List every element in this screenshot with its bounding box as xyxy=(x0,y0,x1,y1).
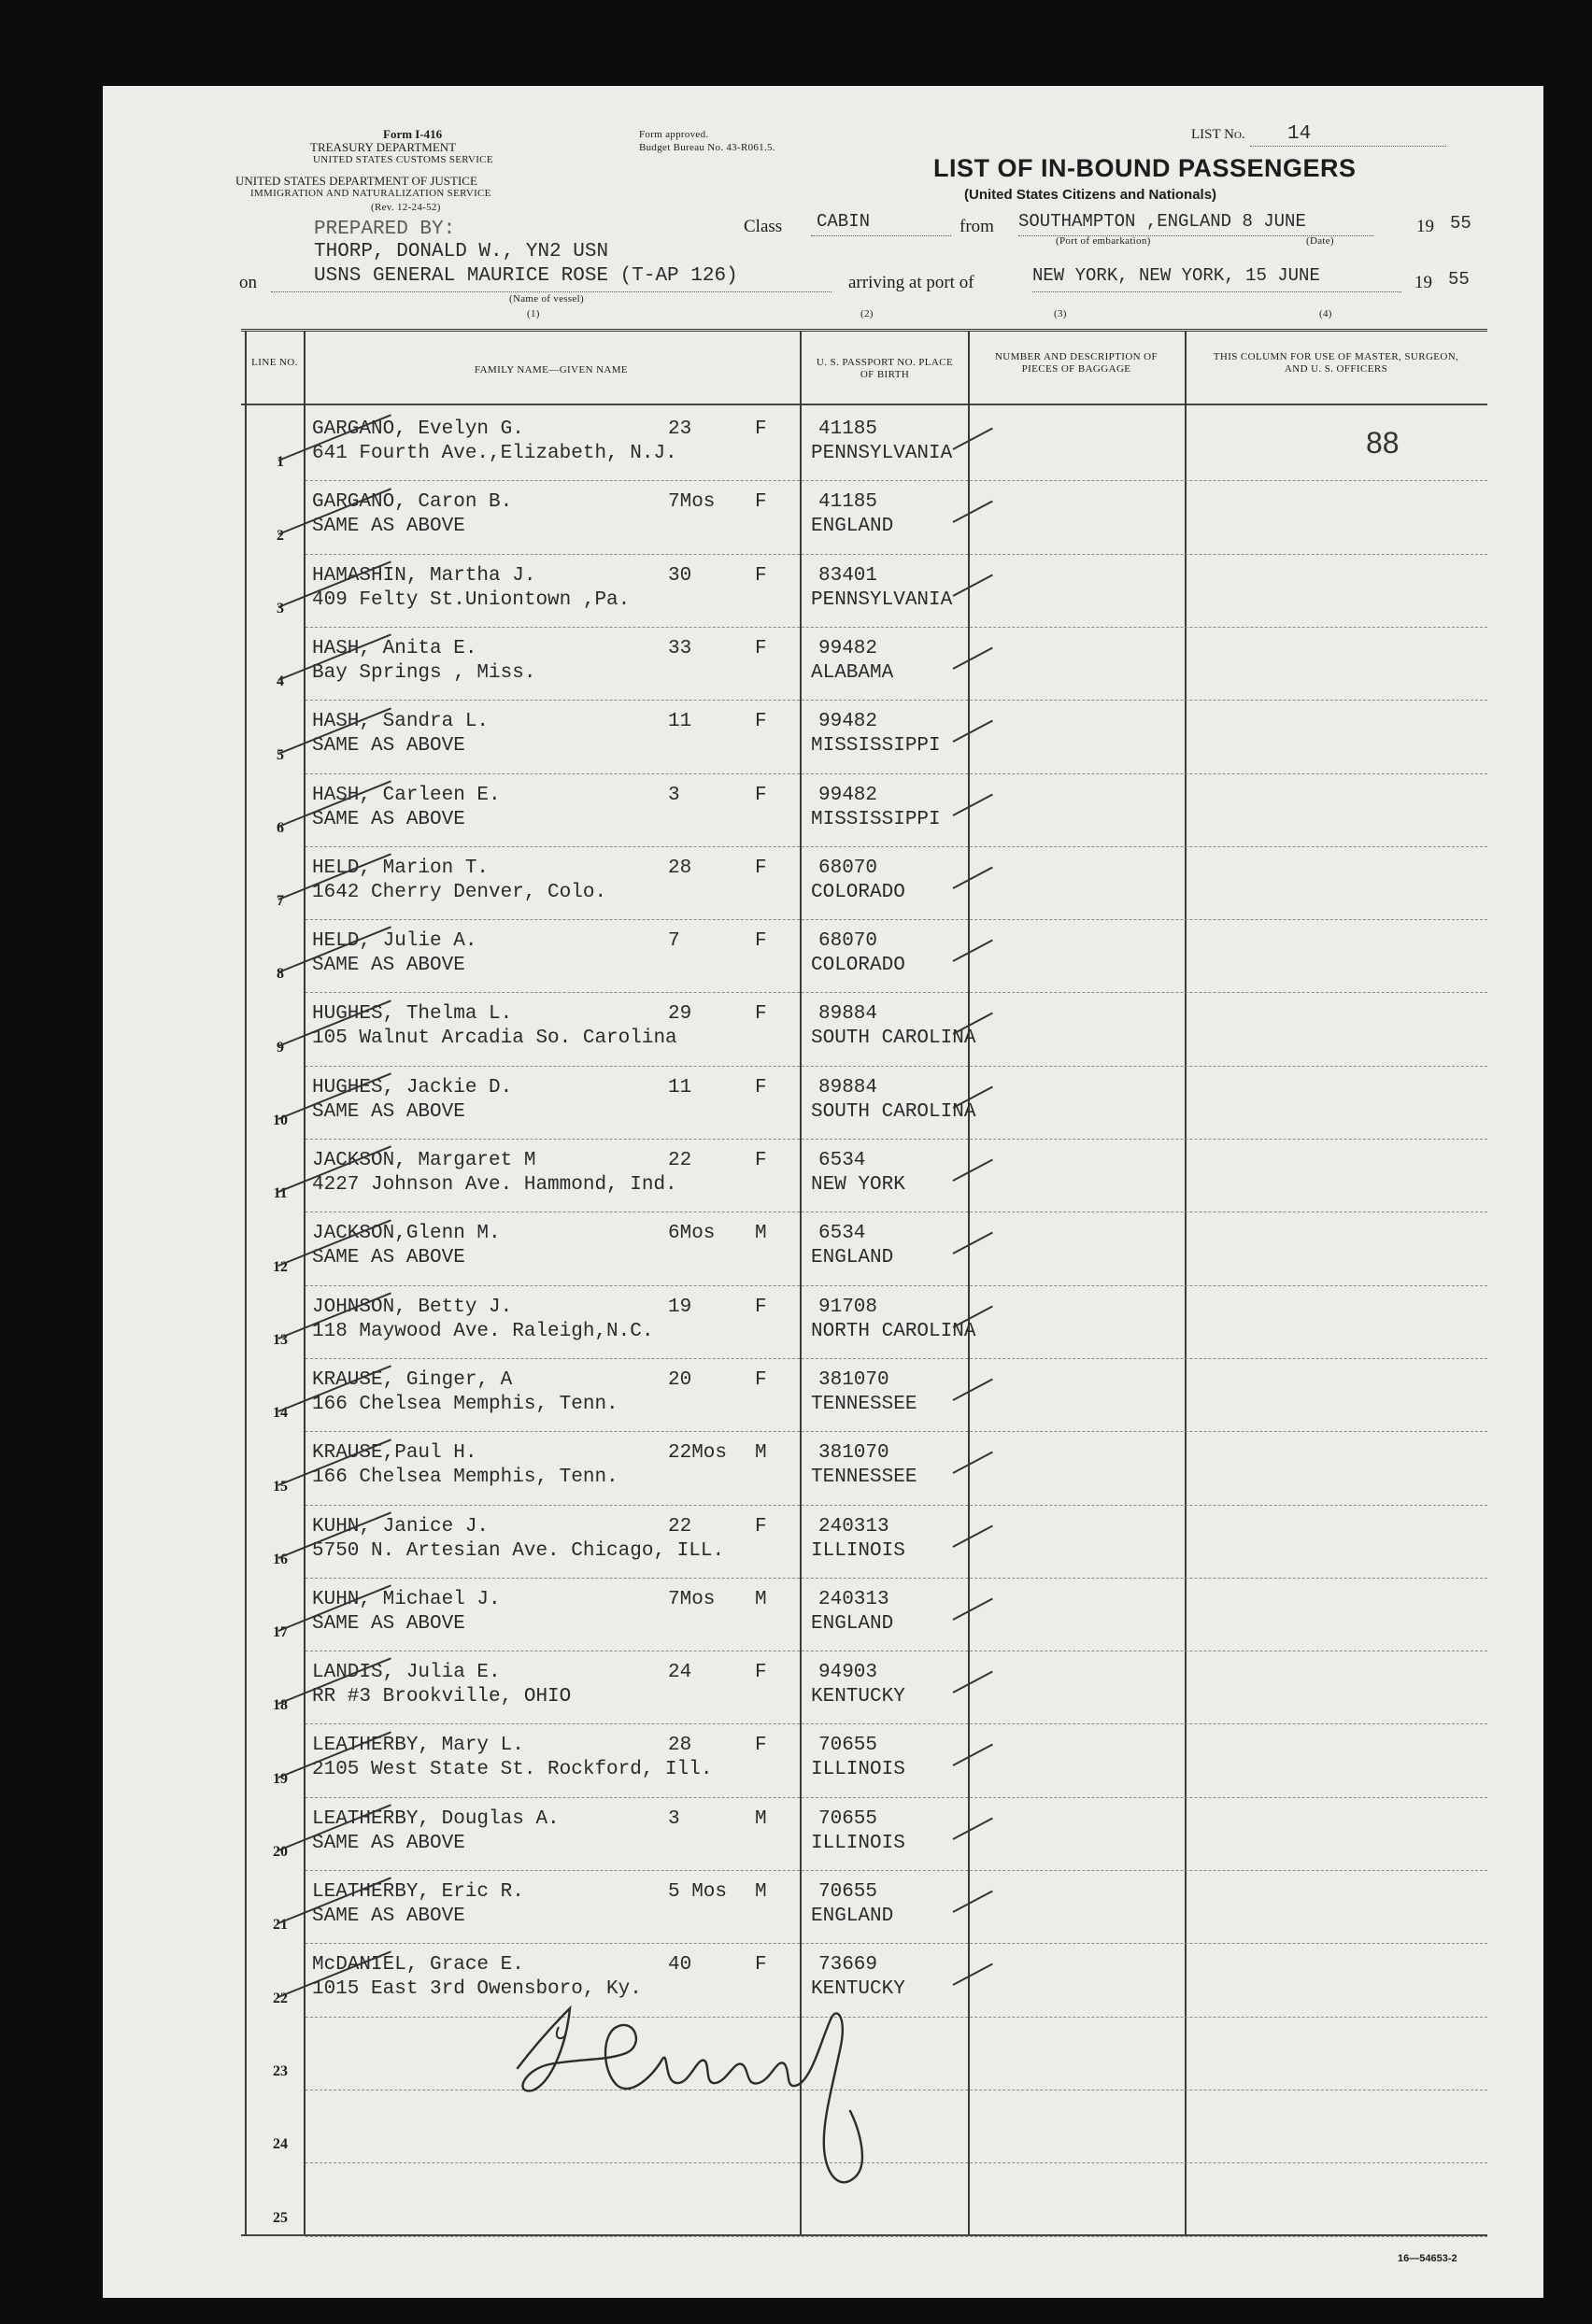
passenger-sex: F xyxy=(755,1076,767,1098)
from-label: from xyxy=(959,217,994,236)
vessel-note: (Name of vessel) xyxy=(509,293,584,305)
passport-number: 99482 xyxy=(818,711,878,733)
place-of-birth: NEW YORK xyxy=(811,1174,905,1196)
customs-service: UNITED STATES CUSTOMS SERVICE xyxy=(313,154,493,165)
line-number: 5 xyxy=(277,746,284,763)
passenger-address: 166 Chelsea Memphis, Tenn. xyxy=(312,1467,618,1489)
passenger-age: 30 xyxy=(668,564,692,587)
passenger-age: 22 xyxy=(668,1515,692,1538)
passenger-sex: F xyxy=(755,564,767,587)
place-of-birth: COLORADO xyxy=(811,881,905,903)
row-divider xyxy=(306,1578,1487,1579)
vessel-rule xyxy=(271,291,832,292)
column-header-name: FAMILY NAME—GIVEN NAME xyxy=(474,364,629,376)
passenger-name: GARGANO, Caron B. xyxy=(312,491,513,514)
row-divider xyxy=(306,480,1487,481)
passport-number: 94903 xyxy=(818,1662,878,1684)
row-divider xyxy=(306,1066,1487,1067)
line-number: 9 xyxy=(277,1039,284,1056)
place-of-birth: ALABAMA xyxy=(811,661,894,684)
row-divider xyxy=(306,2236,1487,2237)
passenger-sex: M xyxy=(755,1881,767,1903)
passenger-name: LEATHERBY, Eric R. xyxy=(312,1881,524,1903)
class-rule xyxy=(811,235,951,236)
passenger-age: 7 xyxy=(668,930,680,953)
passenger-name: HUGHES, Jackie D. xyxy=(312,1076,513,1098)
passenger-sex: F xyxy=(755,1296,767,1318)
row-divider xyxy=(306,992,1487,993)
place-of-birth: NORTH CAROLINA xyxy=(811,1320,976,1342)
column-header-line-no: LINE NO. xyxy=(251,357,298,368)
passport-number: 99482 xyxy=(818,637,878,659)
line-number: 12 xyxy=(273,1258,288,1275)
line-number: 11 xyxy=(273,1185,288,1202)
arriving-label: arriving at port of xyxy=(848,273,974,292)
passenger-address: SAME AS ABOVE xyxy=(312,1247,465,1269)
class-value: CABIN xyxy=(817,211,871,232)
document-title: LIST OF IN-BOUND PASSENGERS xyxy=(933,154,1357,182)
column-header-officers: THIS COLUMN FOR USE OF MASTER, SURGEON, AND U. S. OFFICERS xyxy=(1213,351,1459,375)
place-of-birth: ENGLAND xyxy=(811,516,894,538)
passenger-sex: F xyxy=(755,784,767,806)
footer-code: 16—54653-2 xyxy=(1398,2253,1457,2264)
line-number: 13 xyxy=(273,1331,288,1348)
passport-number: 91708 xyxy=(818,1296,878,1318)
passenger-name: JOHNSON, Betty J. xyxy=(312,1296,513,1318)
line-number: 15 xyxy=(273,1478,288,1495)
row-divider xyxy=(306,1943,1487,1944)
passenger-address: 166 Chelsea Memphis, Tenn. xyxy=(312,1393,618,1415)
passenger-name: JACKSON,Glenn M. xyxy=(312,1223,501,1245)
passport-number: 68070 xyxy=(818,857,878,879)
immigration-service: IMMIGRATION AND NATURALIZATION SERVICE xyxy=(250,188,491,199)
on-label: on xyxy=(239,273,257,292)
row-divider xyxy=(306,1431,1487,1432)
passport-number: 41185 xyxy=(818,491,878,514)
place-of-birth: MISSISSIPPI xyxy=(811,735,941,758)
passenger-sex: M xyxy=(755,1223,767,1245)
passenger-age: 22Mos xyxy=(668,1442,728,1465)
treasury-department: TREASURY DEPARTMENT xyxy=(310,140,457,154)
passenger-address: 1642 Cherry Denver, Colo. xyxy=(312,881,607,903)
passenger-sex: M xyxy=(755,1807,767,1830)
officer-mark: 88 xyxy=(1366,426,1400,460)
place-of-birth: KENTUCKY xyxy=(811,1978,905,2001)
list-no-label: LIST No. xyxy=(1191,127,1245,142)
place-of-birth: ILLINOIS xyxy=(811,1539,905,1562)
passport-number: 89884 xyxy=(818,1003,878,1026)
passenger-age: 20 xyxy=(668,1368,692,1391)
passenger-age: 28 xyxy=(668,1735,692,1757)
line-number: 25 xyxy=(273,2209,288,2226)
passenger-address: 409 Felty St.Uniontown ,Pa. xyxy=(312,588,631,611)
arrival-rule xyxy=(1032,291,1401,292)
form-approved: Form approved. xyxy=(639,129,709,140)
line-number: 17 xyxy=(273,1624,288,1641)
passenger-age: 28 xyxy=(668,857,692,879)
line-number: 3 xyxy=(277,600,284,616)
line-number: 10 xyxy=(273,1112,288,1128)
row-divider xyxy=(306,700,1487,701)
passport-divider xyxy=(968,331,970,2234)
line-number: 23 xyxy=(273,2062,288,2079)
passenger-age: 24 xyxy=(668,1662,692,1684)
passenger-name: McDANIEL, Grace E. xyxy=(312,1954,524,1977)
passenger-sex: F xyxy=(755,1150,767,1171)
passenger-age: 33 xyxy=(668,637,692,659)
line-number: 2 xyxy=(277,527,284,544)
place-of-birth: ILLINOIS xyxy=(811,1759,905,1781)
arrival-year-prefix: 19 xyxy=(1414,273,1432,292)
passport-number: 73669 xyxy=(818,1954,878,1977)
passport-number: 70655 xyxy=(818,1807,878,1830)
passenger-sex: F xyxy=(755,418,767,440)
passport-number: 70655 xyxy=(818,1881,878,1903)
header-bottom-border xyxy=(241,404,1487,405)
list-no-rule xyxy=(1250,146,1446,147)
place-of-birth: PENNSYLVANIA xyxy=(811,443,953,464)
passenger-name: HELD, Julie A. xyxy=(312,930,477,953)
passenger-address: 5750 N. Artesian Ave. Chicago, ILL. xyxy=(312,1539,725,1562)
passenger-sex: F xyxy=(755,637,767,659)
name-divider xyxy=(800,331,802,2234)
passport-number: 70655 xyxy=(818,1735,878,1757)
document-subtitle: (United States Citizens and Nationals) xyxy=(964,187,1217,203)
passenger-address: Bay Springs , Miss. xyxy=(312,661,536,684)
passenger-address: 105 Walnut Arcadia So. Carolina xyxy=(312,1027,677,1050)
row-divider xyxy=(306,1139,1487,1140)
arrival-year: 55 xyxy=(1448,269,1470,290)
passenger-sex: M xyxy=(755,1442,767,1465)
passport-number: 6534 xyxy=(818,1223,866,1245)
place-of-birth: ILLINOIS xyxy=(811,1832,905,1854)
passport-number: 240313 xyxy=(818,1588,889,1610)
column-number-3: (3) xyxy=(1054,308,1067,319)
passenger-age: 11 xyxy=(668,1076,692,1098)
passenger-address: 641 Fourth Ave.,Elizabeth, N.J. xyxy=(312,443,677,464)
passenger-address: SAME AS ABOVE xyxy=(312,516,465,538)
form-number: Form I-416 xyxy=(383,127,443,141)
passenger-age: 6Mos xyxy=(668,1223,716,1245)
passenger-name: KUHN, Michael J. xyxy=(312,1588,501,1610)
passenger-address: SAME AS ABOVE xyxy=(312,1906,465,1927)
row-divider xyxy=(306,554,1487,555)
passenger-name: HELD, Marion T. xyxy=(312,857,490,879)
passenger-address: SAME AS ABOVE xyxy=(312,1612,465,1635)
passenger-address: SAME AS ABOVE xyxy=(312,1100,465,1123)
port-embarkation-note: (Port of embarkation) xyxy=(1056,235,1151,247)
budget-bureau: Budget Bureau No. 43-R061.5. xyxy=(639,142,775,153)
passenger-name: GARGANO, Evelyn G. xyxy=(312,418,524,440)
passport-number: 381070 xyxy=(818,1442,889,1465)
passenger-sex: F xyxy=(755,1368,767,1391)
passenger-name: LANDIS, Julia E. xyxy=(312,1662,501,1684)
place-of-birth: MISSISSIPPI xyxy=(811,808,941,830)
passenger-sex: F xyxy=(755,1735,767,1757)
passenger-address: SAME AS ABOVE xyxy=(312,1832,465,1854)
from-value: SOUTHAMPTON ,ENGLAND 8 JUNE xyxy=(1018,211,1306,232)
row-divider xyxy=(306,1285,1487,1286)
line-number: 20 xyxy=(273,1844,288,1860)
row-divider xyxy=(306,1797,1487,1798)
passenger-name: HASH, Anita E. xyxy=(312,637,477,659)
passenger-address: 118 Maywood Ave. Raleigh,N.C. xyxy=(312,1320,654,1342)
passport-number: 99482 xyxy=(818,784,878,806)
passenger-age: 5 Mos xyxy=(668,1881,728,1903)
from-year: 55 xyxy=(1450,213,1471,234)
passenger-age: 7Mos xyxy=(668,1588,716,1610)
line-number: 1 xyxy=(277,454,284,471)
row-divider xyxy=(306,1505,1487,1506)
column-number-2: (2) xyxy=(860,308,874,319)
passenger-address: SAME AS ABOVE xyxy=(312,735,465,758)
passenger-sex: F xyxy=(755,857,767,879)
revision-date: (Rev. 12-24-52) xyxy=(371,202,441,213)
place-of-birth: TENNESSEE xyxy=(811,1467,917,1489)
passenger-sex: F xyxy=(755,1954,767,1977)
column-header-baggage: NUMBER AND DESCRIPTION OF PIECES OF BAGGAGE xyxy=(994,351,1158,375)
line-number: 19 xyxy=(273,1770,288,1787)
passenger-name: KUHN, Janice J. xyxy=(312,1515,490,1538)
passport-number: 89884 xyxy=(818,1076,878,1098)
place-of-birth: PENNSYLVANIA xyxy=(811,588,953,611)
passenger-name: KRAUSE, Ginger, A xyxy=(312,1368,513,1391)
row-divider xyxy=(306,627,1487,628)
class-label: Class xyxy=(744,217,783,236)
line-number: 8 xyxy=(277,966,284,983)
department-of-justice: UNITED STATES DEPARTMENT OF JUSTICE xyxy=(235,174,477,188)
place-of-birth: SOUTH CAROLINA xyxy=(811,1100,976,1123)
line-number: 24 xyxy=(273,2136,288,2153)
passenger-age: 11 xyxy=(668,711,692,733)
column-header-passport: U. S. PASSPORT NO. PLACE OF BIRTH xyxy=(816,357,954,380)
passenger-name: HASH, Carleen E. xyxy=(312,784,501,806)
passenger-sex: F xyxy=(755,1003,767,1026)
list-no-value: 14 xyxy=(1287,123,1312,145)
place-of-birth: KENTUCKY xyxy=(811,1686,905,1708)
passenger-name: LEATHERBY, Mary L. xyxy=(312,1735,524,1757)
passenger-address: SAME AS ABOVE xyxy=(312,808,465,830)
passenger-name: HUGHES, Thelma L. xyxy=(312,1003,513,1026)
passenger-age: 7Mos xyxy=(668,491,716,514)
passenger-sex: F xyxy=(755,1515,767,1538)
place-of-birth: ENGLAND xyxy=(811,1612,894,1635)
passenger-address: 1015 East 3rd Owensboro, Ky. xyxy=(312,1978,642,2001)
line-number: 18 xyxy=(273,1697,288,1714)
line-no-divider xyxy=(304,331,306,2234)
row-divider xyxy=(306,773,1487,774)
line-number: 4 xyxy=(277,673,284,690)
arrival-port: NEW YORK, NEW YORK, 15 JUNE xyxy=(1032,265,1320,286)
line-number: 14 xyxy=(273,1405,288,1422)
passenger-name: LEATHERBY, Douglas A. xyxy=(312,1807,560,1830)
prepared-by-value: THORP, DONALD W., YN2 USN xyxy=(314,241,609,262)
date-note: (Date) xyxy=(1306,235,1334,247)
column-number-4: (4) xyxy=(1319,308,1332,319)
passport-number: 6534 xyxy=(818,1150,866,1171)
line-number: 16 xyxy=(273,1551,288,1567)
column-number-1: (1) xyxy=(527,308,540,319)
passenger-age: 19 xyxy=(668,1296,692,1318)
vessel-name: USNS GENERAL MAURICE ROSE (T-AP 126) xyxy=(314,265,738,287)
row-divider xyxy=(306,1358,1487,1359)
place-of-birth: TENNESSEE xyxy=(811,1393,917,1415)
line-number: 7 xyxy=(277,893,284,910)
table-top-border xyxy=(241,329,1487,332)
passenger-name: HAMASHIN, Martha J. xyxy=(312,564,536,587)
passport-number: 83401 xyxy=(818,564,878,587)
passenger-sex: F xyxy=(755,491,767,514)
passenger-age: 3 xyxy=(668,784,680,806)
row-divider xyxy=(306,919,1487,920)
table-left-border xyxy=(245,331,247,2234)
passenger-address: 2105 West State St. Rockford, Ill. xyxy=(312,1759,713,1781)
passenger-name: HASH, Sandra L. xyxy=(312,711,490,733)
line-number: 21 xyxy=(273,1917,288,1934)
passenger-sex: F xyxy=(755,930,767,953)
passport-number: 41185 xyxy=(818,418,878,440)
passenger-sex: M xyxy=(755,1588,767,1610)
passenger-age: 23 xyxy=(668,418,692,440)
passenger-age: 29 xyxy=(668,1003,692,1026)
passenger-address: RR #3 Brookville, OHIO xyxy=(312,1686,572,1708)
row-divider xyxy=(306,1870,1487,1871)
line-number: 6 xyxy=(277,819,284,836)
place-of-birth: ENGLAND xyxy=(811,1247,894,1269)
passport-number: 68070 xyxy=(818,930,878,953)
line-number: 22 xyxy=(273,1990,288,2006)
from-year-prefix: 19 xyxy=(1416,217,1434,236)
place-of-birth: ENGLAND xyxy=(811,1906,894,1927)
passenger-age: 22 xyxy=(668,1150,692,1171)
passenger-name: KRAUSE,Paul H. xyxy=(312,1442,477,1465)
passport-number: 240313 xyxy=(818,1515,889,1538)
place-of-birth: SOUTH CAROLINA xyxy=(811,1027,976,1050)
place-of-birth: COLORADO xyxy=(811,955,905,977)
passenger-name: JACKSON, Margaret M xyxy=(312,1150,536,1171)
row-divider xyxy=(306,1723,1487,1724)
row-divider xyxy=(306,846,1487,847)
passenger-age: 40 xyxy=(668,1954,692,1977)
prepared-by-label: PREPARED BY: xyxy=(314,219,456,240)
passenger-sex: F xyxy=(755,711,767,733)
passenger-sex: F xyxy=(755,1662,767,1684)
passenger-address: SAME AS ABOVE xyxy=(312,955,465,977)
passenger-address: 4227 Johnson Ave. Hammond, Ind. xyxy=(312,1174,677,1196)
passport-number: 381070 xyxy=(818,1368,889,1391)
passenger-age: 3 xyxy=(668,1807,680,1830)
baggage-divider xyxy=(1185,331,1187,2234)
signature xyxy=(505,1980,897,2195)
